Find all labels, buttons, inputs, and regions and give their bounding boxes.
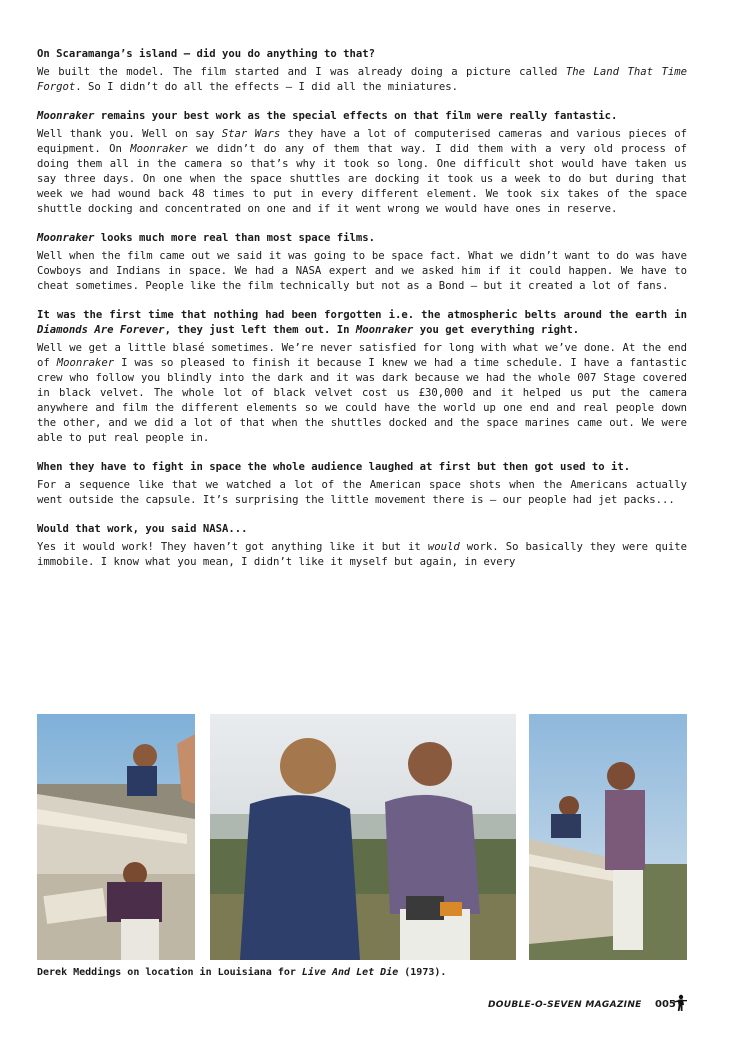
- text-run: , they just left them out. In: [164, 324, 356, 336]
- text-run: you get everything right.: [413, 324, 580, 336]
- text-run: . So I didn’t do all the effects – I did all the miniatures.: [75, 81, 458, 93]
- magazine-name: DOUBLE-O-SEVEN MAGAZINE: [488, 1000, 642, 1010]
- italic-title-text: Moonraker: [37, 232, 95, 244]
- text-run: we didn’t do any of them that way. I did them with a very old process of doing them all in the camera so that’s why it took so long. One difficult shot would have taken us say three days. On one when the space shuttles are docking it took us a week to do but during that week we had wound back 48 times to put in every different element. We took six takes of the space shuttle docking and concentrated on one and if it went wrong we would have ones in reserve.: [37, 143, 687, 215]
- photo-caption: [37, 966, 446, 979]
- qa-block: [37, 109, 687, 217]
- answer: [37, 540, 687, 570]
- italic-title-text: Moonraker: [37, 110, 95, 122]
- answer: [37, 249, 687, 294]
- text-run: It was the first time that nothing had been forgotten i.e. the atmospheric belts around the earth in: [37, 309, 687, 321]
- italic-title-text: would: [427, 541, 460, 553]
- question: [37, 47, 687, 62]
- answer: [37, 127, 687, 217]
- text-run: Derek Meddings on location in Louisiana for: [37, 967, 302, 978]
- gun-man-logo-icon: [672, 994, 688, 1012]
- text-run: I was so pleased to finish it because I knew we had a time schedule. I have a fantastic crew who follow you blindly into the dark and it was dark because we had the whole 007 Stage covered in black velvet. The whole lot of black velvet cost us £30,000 and it helped us put the camera anywhere and film the different elements so we could have the world up one end and real people down the other, and we did a lot of that when the shuttles docked and the space marines came out. We were able to put real people in.: [37, 357, 687, 444]
- text-run: Well we get a little blasé sometimes. We’re never satisfied for long with what we’ve done. At the end of: [37, 342, 687, 369]
- text-run: they have a lot of computerised cameras and various pieces of equipment. On: [37, 128, 687, 155]
- italic-title-text: Live And Let Die: [301, 967, 399, 978]
- italic-title-text: Star Wars: [221, 128, 281, 140]
- photo-center: [210, 714, 516, 960]
- text-run: (1973).: [398, 967, 447, 978]
- text-run: looks much more real than most space films.: [94, 232, 376, 244]
- text-run: work. So basically they were quite immobile. I know what you mean, I didn’t like it myself but again, in every: [37, 541, 687, 568]
- text-run: Yes it would work! They haven’t got anything like it but it: [37, 541, 428, 553]
- italic-title-text: Moonraker: [56, 357, 115, 369]
- italic-title-text: Diamonds Are Forever: [37, 324, 165, 336]
- question: [37, 522, 687, 537]
- photo-strip: [37, 714, 687, 960]
- text-run: Well when the film came out we said it was going to be space fact. What we didn’t want to do was have Cowboys and Indians in space. We had a NASA expert and we asked him if it could happen. We have to cheat sometimes. People like the film technically but not as a Bond – but it created a lot of fans.: [37, 250, 687, 292]
- answer: [37, 341, 687, 446]
- question: [37, 109, 687, 124]
- qa-block: [37, 231, 687, 294]
- photo-right: [529, 714, 687, 960]
- answer: [37, 478, 687, 508]
- answer: [37, 65, 687, 95]
- text-run: Well thank you. Well on say: [37, 128, 222, 140]
- italic-title-text: The Land That Time Forgot: [37, 66, 687, 93]
- italic-title-text: Moonraker: [355, 324, 414, 336]
- text-run: We built the model. The film started and I was already doing a picture called: [37, 66, 566, 78]
- text-run: remains your best work as the special effects on that film were really fantastic.: [94, 110, 618, 122]
- text-run: When they have to fight in space the whole audience laughed at first but then got used to it.: [37, 461, 631, 473]
- qa-block: [37, 522, 687, 570]
- question: [37, 460, 687, 475]
- text-run: On Scaramanga’s island – did you do anything to that?: [37, 48, 376, 60]
- interview-body: [37, 47, 687, 584]
- qa-block: [37, 47, 687, 95]
- page-number: 005: [655, 999, 676, 1010]
- question: [37, 231, 687, 246]
- text-run: Would that work, you said NASA...: [37, 523, 248, 535]
- italic-title-text: Moonraker: [130, 143, 188, 155]
- photo-left: [37, 714, 195, 960]
- text-run: For a sequence like that we watched a lot of the American space shots when the Americans actually went outside the capsule. It’s surprising the little movement there is – our people had jet packs...: [37, 479, 687, 506]
- question: [37, 308, 687, 338]
- qa-block: [37, 460, 687, 508]
- qa-block: [37, 308, 687, 446]
